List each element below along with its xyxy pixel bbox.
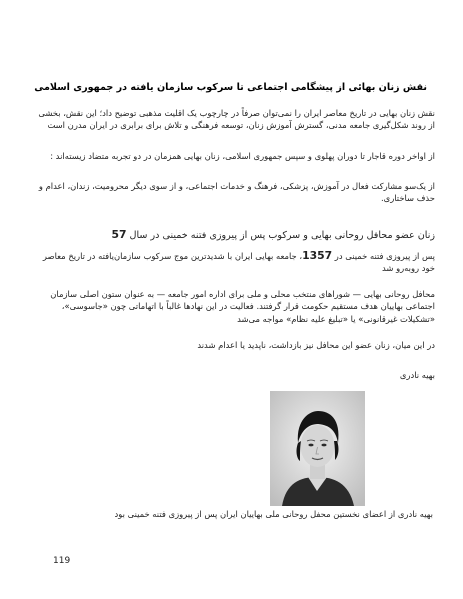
person-name: بهیه نادری	[399, 370, 435, 380]
paragraph-intro: نقش زنان بهایی در تاریخ معاصر ایران را نمی‌توان صرفاً در چارچوب یک اقلیت مذهبی توضیح داد؛ این نقش، بخشی از روند شکل‌گیری جامعه مدنی، گسترش آموزش زنان، توسعه فرهنگی و تلاش برای برابری در ایران مدرن است	[38, 108, 435, 131]
year-1357: 1357	[302, 249, 333, 262]
portrait-photo	[270, 391, 365, 506]
section-heading-text: زنان عضو محافل روحانی بهایی و سرکوب پس از پیروزی فتنه خمینی در سال	[126, 230, 435, 241]
section-heading	[30, 229, 435, 242]
paragraph-women-members: در این میان، زنان عضو این محافل نیز بازداشت، ناپدید یا اعدام شدند	[197, 340, 435, 350]
paragraph-revolution-text: پس از پیروزی فتنه خمینی در 1357، جامعه بهایی ایران با شدیدترین موج سرکوب سازمان‌یافته در تاریخ معاصر خود روبه‌رو شد	[42, 249, 435, 274]
paragraph-contrast: از یک‌سو مشارکت فعال در آموزش، پزشکی، فرهنگ و خدمات اجتماعی، و از سوی دیگر محرومیت، زندان، اعدام و حذف ساختاری.	[38, 181, 435, 204]
portrait-image	[270, 391, 365, 506]
year-57: 57	[111, 228, 127, 241]
article-title: نقش زنان بهائی از پیشگامی اجتماعی تا سرکوب سازمان یافته در جمهوری اسلامی	[34, 82, 427, 93]
page-number: 119	[53, 556, 71, 566]
paragraph-revolution	[30, 250, 435, 275]
paragraph-eras: از اواخر دوره قاجار تا دوران پهلوی و سپس جمهوری اسلامی، زنان بهایی همزمان در دو تجربه متضاد زیسته‌اند :	[50, 151, 435, 161]
paragraph-assemblies: محافل روحانی بهایی — شوراهای منتخب محلی و ملی برای اداره امور جامعه — به عنوان ستون اصلی سازمان اجتماعی بهاییان هدف مستقیم حکومت قرار گرفتند. فعالیت در این نهادها غالباً با اتهاماتی چون «جاسوسی»، «تشکیلات غیرقانونی» یا «تبلیغ علیه نظام» مواجه می‌شد	[50, 289, 435, 324]
photo-caption: بهیه نادری از اعضای نخستین محفل روحانی ملی بهاییان ایران پس از پیروزی فتنه خمینی بود	[114, 509, 433, 519]
